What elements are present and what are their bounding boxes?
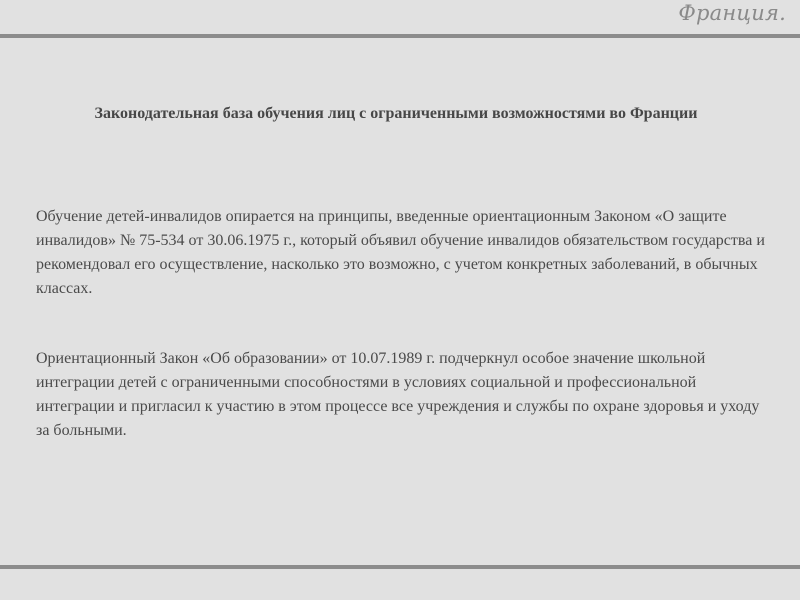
paragraph-1: Обучение детей-инвалидов опирается на принципы, введенные ориентационным Законом «О защите инвалидов» № 75-534 от 30.06.1975 г., который объявил обучение инвалидов обязательством государства и рекомендовал его осуществление, насколько это возможно, с учетом конкретных заболеваний, в обычных классах. bbox=[36, 208, 765, 297]
paragraph-2: Ориентационный Закон «Об образовании» от 10.07.1989 г. подчеркнул особое значение школьной интеграции детей с ограниченными способностями в условиях социальной и профессиональной интеграции и пригласил к участию в этом процессе все учреждения и службы по охране здоровья и уходу за больными. bbox=[36, 350, 760, 439]
brand-logo: Франция. bbox=[678, 1, 786, 25]
bottom-divider bbox=[0, 565, 800, 569]
top-divider bbox=[0, 34, 800, 38]
slide-title: Законодательная база обучения лиц с ограниченными возможностями во Франции bbox=[94, 105, 698, 122]
